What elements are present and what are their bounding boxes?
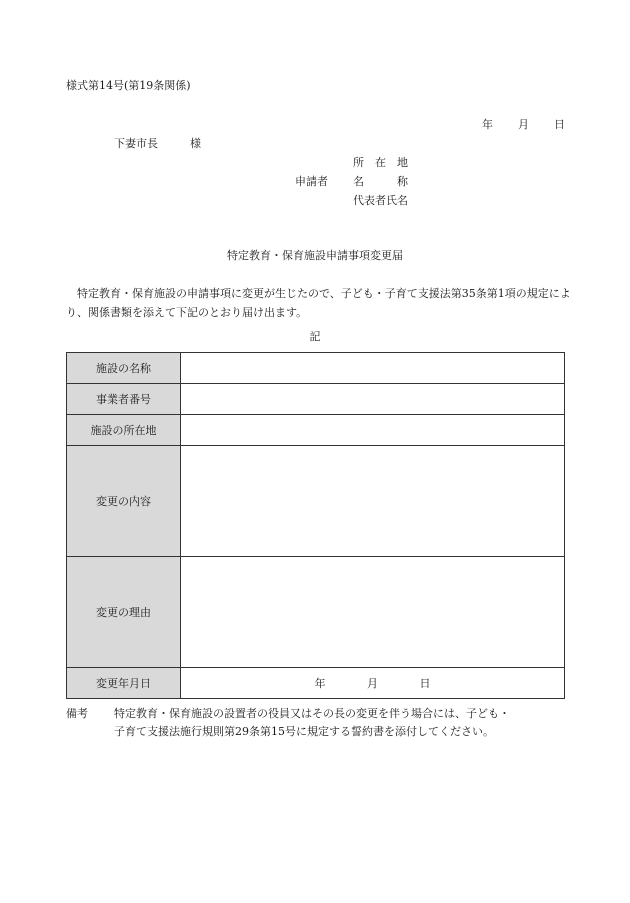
- date-day-label: 日: [554, 118, 565, 131]
- operator-number-label: 事業者番号: [67, 384, 181, 415]
- applicant-representative-label: 代表者氏名: [353, 194, 408, 207]
- facility-name-label: 施設の名称: [67, 353, 181, 384]
- remarks-line-2: 子育て支援法施行規則第29条第15号に規定する誓約書を添付してください。: [114, 725, 494, 738]
- change-date-year: 年: [314, 677, 326, 690]
- table-row: [67, 415, 565, 446]
- submission-date: [482, 118, 565, 132]
- recipient-honorific: 様: [190, 137, 201, 150]
- recipient-name: 下妻市長: [114, 137, 158, 150]
- facility-address-field[interactable]: [181, 415, 565, 446]
- table-row: [67, 446, 565, 557]
- body-paragraph: 特定教育・保育施設の申請事項に変更が生じたので、子ども・子育て支援法第35条第1項の規定により、関係書類を添えて下記のとおり届け出ます。: [66, 287, 571, 319]
- change-content-label: 変更の内容: [67, 446, 181, 557]
- recipient: [114, 137, 201, 151]
- ki-heading: 記: [309, 330, 321, 343]
- change-content-field[interactable]: [181, 446, 565, 557]
- change-reason-field[interactable]: [181, 557, 565, 668]
- table-row: [67, 668, 565, 699]
- facility-name-field[interactable]: [181, 353, 565, 384]
- form-number: 様式第14号(第19条関係): [66, 79, 191, 92]
- table-row: [67, 557, 565, 668]
- facility-address-label: 施設の所在地: [67, 415, 181, 446]
- change-date-month: 月: [367, 677, 378, 690]
- operator-number-field[interactable]: [181, 384, 565, 415]
- change-reason-label: 変更の理由: [67, 557, 181, 668]
- remarks-line-1: 特定教育・保育施設の設置者の役員又はその長の変更を伴う場合には、子ども・: [114, 707, 510, 720]
- table-row: [67, 353, 565, 384]
- applicant-address-label: 所 在 地: [353, 156, 408, 169]
- applicant-label: 申請者: [295, 175, 328, 188]
- change-info-table: [66, 352, 565, 699]
- change-date-day: 日: [419, 677, 431, 690]
- remarks-label: 備考: [66, 707, 88, 720]
- change-date-label: 変更年月日: [67, 668, 181, 699]
- date-month-label: 月: [518, 118, 529, 131]
- document-title: 特定教育・保育施設申請事項変更届: [227, 249, 403, 262]
- change-date-field[interactable]: [181, 668, 565, 699]
- table-row: [67, 384, 565, 415]
- date-year-label: 年: [482, 118, 493, 131]
- applicant-name-label: 名 称: [353, 175, 408, 188]
